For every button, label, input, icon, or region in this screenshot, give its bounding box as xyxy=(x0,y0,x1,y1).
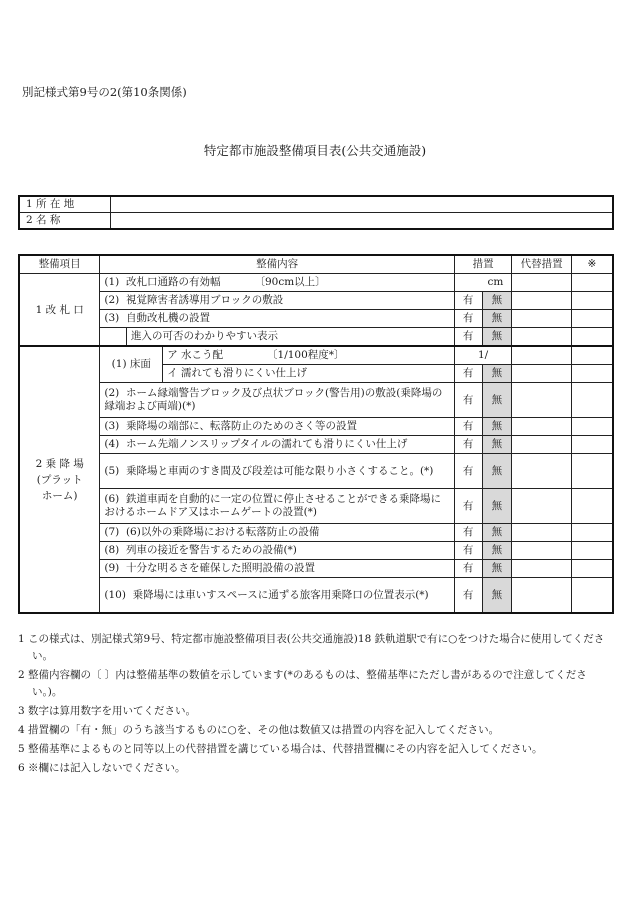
form-reference: 別記様式第9号の2(第10条関係) xyxy=(22,85,187,99)
header-measure: 措置 xyxy=(454,255,511,274)
floor-label: 床面 xyxy=(129,358,151,370)
alt-field[interactable] xyxy=(512,292,572,310)
document-title: 特定都市施設整備項目表(公共交通施設) xyxy=(203,143,427,158)
mark-field xyxy=(571,560,613,578)
yes-option[interactable]: 有 xyxy=(454,418,482,436)
mark-field xyxy=(571,328,613,347)
alt-field[interactable] xyxy=(512,365,572,383)
content-cell xyxy=(100,489,454,524)
alt-field[interactable] xyxy=(512,346,572,365)
slope-value-field[interactable]: 1/ xyxy=(454,346,511,365)
section-platform-line-3: ホーム) xyxy=(41,489,78,502)
no-option[interactable]: 無 xyxy=(482,365,512,383)
mark-field xyxy=(571,524,613,542)
item-number: (3) xyxy=(104,312,120,324)
alt-field[interactable] xyxy=(512,542,572,560)
section-ticket-gate: 1 改 札 口 xyxy=(19,274,100,347)
section-platform-line-1: 2 乗 降 場 xyxy=(35,457,84,470)
item-number: (7) xyxy=(104,526,120,538)
item-text: 鉄道車両を自動的に一定の位置に停止させることができる乗降場におけるホームドア又はホームゲートの設置(*) xyxy=(104,493,441,518)
item-number: (2) xyxy=(104,294,120,306)
note-item: 4 措置欄の「有・無」のうち該当するものに○を、その他は数値又は措置の内容を記入してください。 xyxy=(18,724,500,736)
alt-field[interactable] xyxy=(512,454,572,489)
content-cell xyxy=(100,418,454,436)
yes-option[interactable]: 有 xyxy=(454,365,482,383)
no-option[interactable]: 無 xyxy=(482,524,512,542)
yes-option[interactable]: 有 xyxy=(454,310,482,328)
yes-option[interactable]: 有 xyxy=(454,328,482,347)
yes-option[interactable]: 有 xyxy=(454,542,482,560)
item-text: 視覚障害者誘導用ブロックの敷設 xyxy=(125,294,284,306)
header-alt: 代替措置 xyxy=(512,255,572,274)
section-platform xyxy=(19,346,100,613)
item-text: 乗降場の端部に、転落防止のためのさく等の設置 xyxy=(125,420,357,432)
header-mark: ※ xyxy=(571,255,613,274)
alt-field[interactable] xyxy=(512,489,572,524)
alt-field[interactable] xyxy=(512,524,572,542)
item-number: (1) xyxy=(104,276,120,288)
content-cell xyxy=(100,292,454,310)
floor-cell xyxy=(100,346,163,383)
table-row xyxy=(19,436,613,454)
alt-field[interactable] xyxy=(512,274,572,292)
name-field[interactable] xyxy=(111,213,614,230)
content-cell xyxy=(100,454,454,489)
table-row xyxy=(19,560,613,578)
header-row xyxy=(19,255,613,274)
table-row xyxy=(19,274,613,292)
item-text: ホーム縁端警告ブロック及び点状ブロック(警告用)の敷設(乗降場の縁端および両端)(*) xyxy=(104,387,443,412)
item-text: 自動改札機の設置 xyxy=(125,312,210,324)
yes-option[interactable]: 有 xyxy=(454,489,482,524)
yes-option[interactable]: 有 xyxy=(454,436,482,454)
table-row xyxy=(19,418,613,436)
no-option[interactable]: 無 xyxy=(482,578,512,614)
item-number: (5) xyxy=(104,464,120,477)
unit-label: cm xyxy=(487,276,504,288)
table-row xyxy=(19,542,613,560)
item-text: 十分な明るさを確保した照明設備の設置 xyxy=(125,562,315,574)
alt-field[interactable] xyxy=(512,383,572,418)
content-cell xyxy=(100,383,454,418)
item-number: (4) xyxy=(104,438,120,450)
alt-field[interactable] xyxy=(512,578,572,614)
mark-field xyxy=(571,489,613,524)
no-option[interactable]: 無 xyxy=(482,328,512,347)
item-number: (9) xyxy=(104,562,120,574)
content-cell xyxy=(100,310,454,328)
facility-info-table xyxy=(18,195,614,230)
content-cell xyxy=(100,436,454,454)
yes-option[interactable]: 有 xyxy=(454,524,482,542)
content-cell: 進入の可否のわかりやすい表示 xyxy=(127,328,455,347)
header-item: 整備項目 xyxy=(19,255,100,274)
no-option[interactable]: 無 xyxy=(482,292,512,310)
item-text: (6)以外の乗降場における転落防止の設備 xyxy=(125,526,320,538)
checklist-table xyxy=(18,254,614,614)
item-text: ア 水こう配 xyxy=(167,349,224,361)
mark-field xyxy=(571,418,613,436)
item-number: (3) xyxy=(104,420,120,432)
item-number: (1) xyxy=(111,358,127,370)
name-row xyxy=(19,213,613,230)
mark-field xyxy=(571,310,613,328)
item-spec: 〔1/100程度*〕 xyxy=(267,349,345,361)
item-number: (10) xyxy=(104,588,126,601)
mark-field xyxy=(571,454,613,489)
table-row xyxy=(19,524,613,542)
alt-field[interactable] xyxy=(512,310,572,328)
note-item: 6 ※欄には記入しないでください。 xyxy=(18,762,186,774)
note-item: 1 この様式は、別記様式第9号、特定都市施設整備項目表(公共交通施設)18 鉄軌道駅で有に○をつけた場合に使用してください。 xyxy=(18,633,605,662)
item-number: (6) xyxy=(104,493,120,505)
table-row xyxy=(19,328,613,347)
item-text: 乗降場には車いすスペースに通ずる旅客用乗降口の位置表示(*) xyxy=(132,588,429,601)
no-option[interactable]: 無 xyxy=(482,418,512,436)
table-row xyxy=(19,454,613,489)
content-cell xyxy=(163,346,455,365)
table-row xyxy=(19,292,613,310)
mark-field xyxy=(571,365,613,383)
item-text: ホーム先端ノンスリップタイルの濡れても滑りにくい仕上げ xyxy=(125,438,408,450)
name-label: 2 名 称 xyxy=(19,213,111,230)
mark-field xyxy=(571,274,613,292)
no-option[interactable]: 無 xyxy=(482,310,512,328)
mark-field xyxy=(571,383,613,418)
yes-option[interactable]: 有 xyxy=(454,383,482,418)
item-text: 列車の接近を警告するための設備(*) xyxy=(125,544,297,556)
note-item: 5 整備基準によるものと同等以上の代替措置を講じている場合は、代替措置欄にその内容を記入してください。 xyxy=(18,743,543,755)
address-row xyxy=(19,196,613,213)
note-item: 3 数字は算用数字を用いてください。 xyxy=(18,705,197,717)
content-cell xyxy=(100,542,454,560)
no-option[interactable]: 無 xyxy=(482,383,512,418)
content-cell: イ 濡れても滑りにくい仕上げ xyxy=(163,365,455,383)
item-text: 改札口通路の有効幅 xyxy=(125,276,221,288)
mark-field xyxy=(571,292,613,310)
address-field[interactable] xyxy=(111,196,614,213)
item-number: (2) xyxy=(104,387,120,399)
no-option[interactable]: 無 xyxy=(482,436,512,454)
table-row xyxy=(19,310,613,328)
item-number: (8) xyxy=(104,544,120,556)
mark-field xyxy=(571,436,613,454)
content-cell xyxy=(100,274,454,292)
yes-option[interactable]: 有 xyxy=(454,454,482,489)
no-option[interactable]: 無 xyxy=(482,454,512,489)
table-row xyxy=(19,346,613,365)
section-platform-line-2: (プラット xyxy=(36,473,83,486)
table-row xyxy=(19,489,613,524)
notes-section xyxy=(18,631,616,779)
no-option[interactable]: 無 xyxy=(482,542,512,560)
alt-field[interactable] xyxy=(512,560,572,578)
no-option[interactable]: 無 xyxy=(482,560,512,578)
note-item: 2 整備内容欄の〔 〕内は整備基準の数値を示しています(*のあるものは、整備基準にただし書があるので注意してください。)。 xyxy=(18,669,587,698)
alt-field[interactable] xyxy=(512,418,572,436)
mark-field xyxy=(571,542,613,560)
alt-field[interactable] xyxy=(512,328,572,347)
mark-field xyxy=(571,346,613,365)
content-cell xyxy=(100,560,454,578)
no-option[interactable]: 無 xyxy=(482,489,512,524)
measure-value-field[interactable] xyxy=(454,274,511,292)
yes-option[interactable]: 有 xyxy=(454,292,482,310)
yes-option[interactable]: 有 xyxy=(454,560,482,578)
item-text: 乗降場と車両のすき間及び段差は可能な限り小さくすること。(*) xyxy=(125,464,434,477)
table-row xyxy=(19,383,613,418)
alt-field[interactable] xyxy=(512,436,572,454)
yes-option[interactable]: 有 xyxy=(454,578,482,614)
table-row xyxy=(19,578,613,614)
content-cell xyxy=(100,578,454,614)
header-content: 整備内容 xyxy=(100,255,454,274)
item-spec: 〔90cm以上〕 xyxy=(254,276,326,288)
address-label: 1 所 在 地 xyxy=(19,196,111,213)
content-cell xyxy=(100,524,454,542)
mark-field xyxy=(571,578,613,614)
